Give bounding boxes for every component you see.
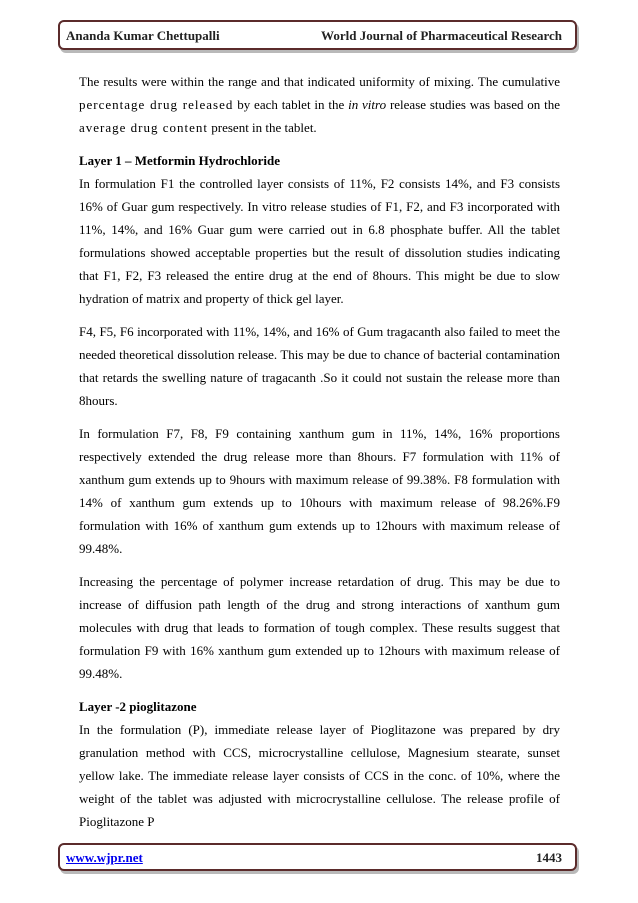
layer1-heading: Layer 1 – Metformin Hydrochloride (79, 153, 280, 168)
layer1-paragraph-1: In formulation F1 the controlled layer consists of 11%, F2 consists 14%, and F3 consists 16% of Guar gum respectively. In vitro release studies of F1, F2, and F3 incorporated with 11%, 14%, and 16% Guar gum were carried out in 6.8 phosphate buffer. All the tablet formulations showed acceptable properties but the result of dissolution studies indicating that F1, F2, F3 released the entire drug at the end of 8hours. This might be due to slow hydration of matrix and property of thick gel layer. (79, 176, 560, 306)
intro-in-vitro: in vitro (348, 97, 387, 112)
intro-paragraph (79, 70, 560, 139)
article-body (79, 70, 560, 843)
intro-text-7: present in the tablet. (208, 120, 317, 135)
intro-text-2: percentage drug released (79, 97, 234, 112)
intro-text-6: average drug content (79, 120, 209, 135)
layer1-paragraph-2: F4, F5, F6 incorporated with 11%, 14%, and 16% of Gum tragacanth also failed to meet the needed theoretical dissolution release. This may be due to chance of bacterial contamination that retards the swelling nature of tragacanth .So it could not sustain the release more than 8hours. (79, 324, 560, 408)
footer-journal-link[interactable]: www.wjpr.net (66, 850, 143, 865)
page-number: 1443 (536, 850, 562, 865)
layer1-paragraph-4: Increasing the percentage of polymer increase retardation of drug. This may be due to increase of diffusion path length of the drug and strong interactions of xanthum gum molecules with drug that leads to formation of tough complex. These results suggest that formulation F9 with 16% xanthum gum extended up to 12hours with maximum release of 99.48%. (79, 574, 560, 681)
header-journal: World Journal of Pharmaceutical Research (321, 28, 562, 43)
intro-text-5: release studies was based on the (386, 97, 561, 112)
layer2-paragraph-1: In the formulation (P), immediate release layer of Pioglitazone was prepared by dry granulation method with CCS, microcrystalline cellulose, Magnesium stearate, sunset yellow lake. The immediate release layer consists of CCS in the conc. of 10%, where the weight of the tablet was adjusted with microcrystalline cellulose. The release profile of Pioglitazone P (79, 722, 560, 829)
layer1-paragraph-3: In formulation F7, F8, F9 containing xanthum gum in 11%, 14%, 16% proportions respectively extended the drug release more than 8hours. F7 formulation with 11% of xanthum gum extends up to 9hours with maximum release of 99.38%. F8 formulation with 14% of xanthum gum extends up to 10hours with maximum release of 98.26%.F9 formulation with 16% of xanthum gum extends up to 12hours with maximum release of 99.48%. (79, 426, 560, 556)
intro-text-3: by each tablet in the (233, 97, 349, 112)
intro-text-1: The results were within the range and that indicated uniformity of mixing. The cumulative (79, 74, 560, 89)
header-author: Ananda Kumar Chettupalli (66, 28, 220, 43)
layer2-heading: Layer -2 pioglitazone (79, 699, 197, 714)
